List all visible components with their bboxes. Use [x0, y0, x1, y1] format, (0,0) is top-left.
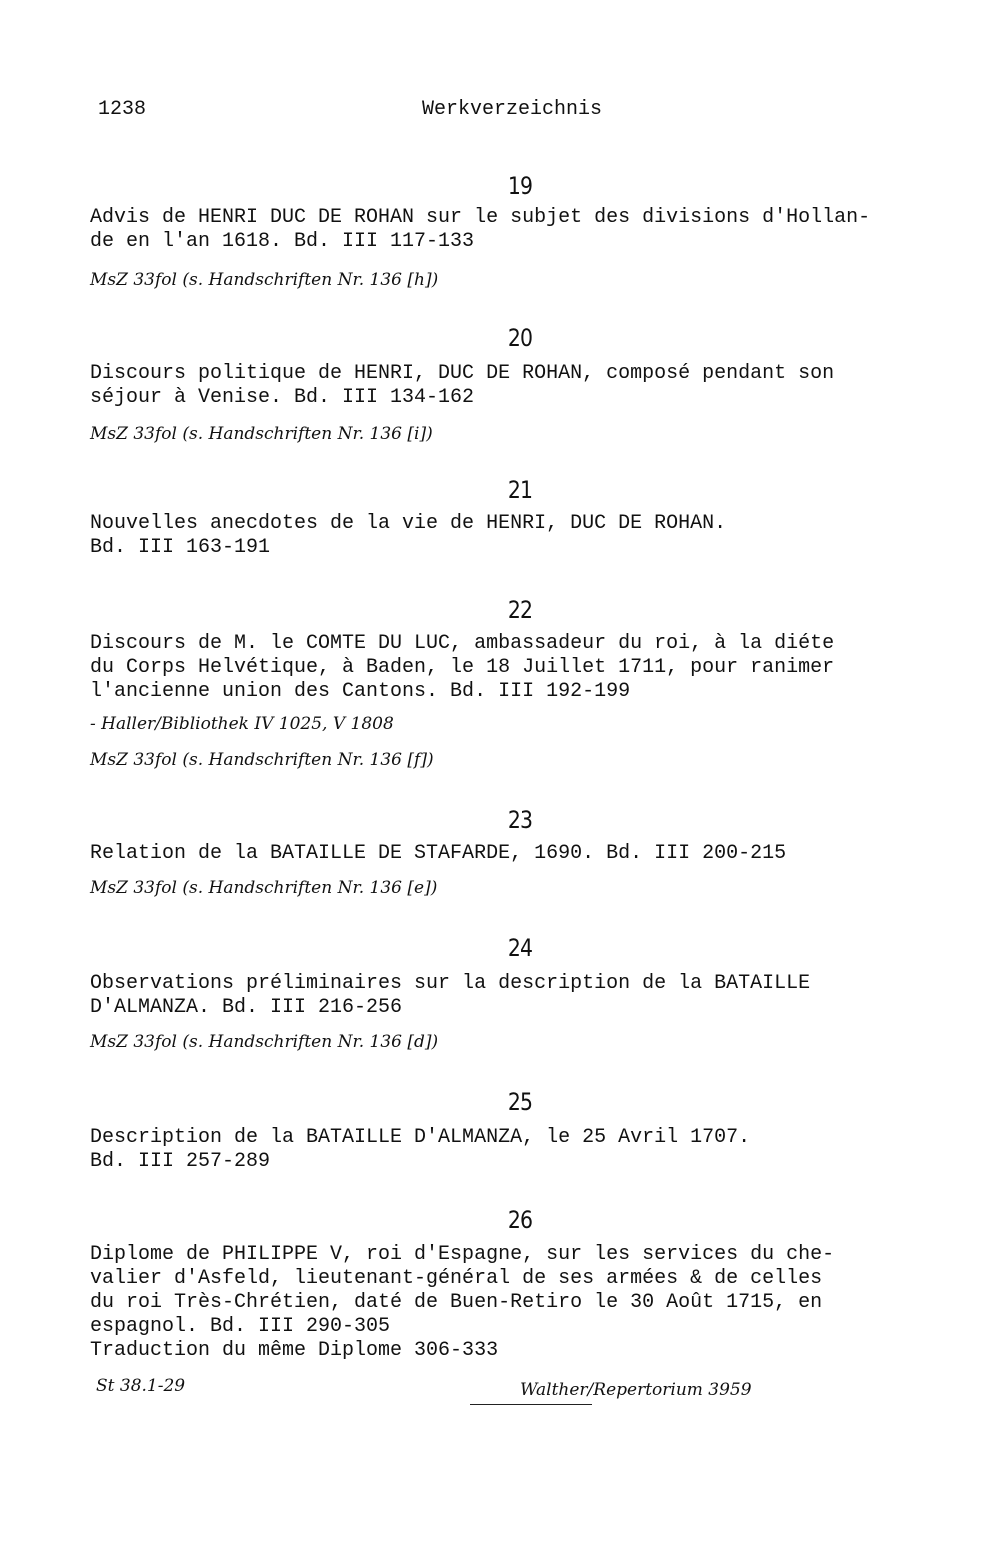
entry-number: 25: [507, 1088, 533, 1116]
entry-number: 24: [507, 934, 533, 962]
entry-text: Discours politique de HENRI, DUC DE ROHAN, composé pendant son séjour à Venise. Bd. III 134-162: [90, 362, 835, 409]
entry-reference: MsZ 33fol (s. Handschriften Nr. 136 [f]): [90, 750, 434, 770]
entry-number: 20: [507, 324, 533, 352]
entry-text: Nouvelles anecdotes de la vie de HENRI, DUC DE ROHAN. Bd. III 163-191: [90, 512, 727, 559]
entry-reference: MsZ 33fol (s. Handschriften Nr. 136 [h]): [90, 270, 439, 290]
entry-text: Advis de HENRI DUC DE ROHAN sur le subjet des divisions d'Hollan- de en l'an 1618. Bd. III 117-133: [90, 206, 871, 253]
entry-number: 22: [507, 596, 533, 624]
page-header: [98, 98, 918, 128]
underline-rule: [470, 1404, 592, 1405]
entry-text: Description de la BATAILLE D'ALMANZA, le 25 Avril 1707. Bd. III 257-289: [90, 1126, 751, 1173]
footer-left-reference: St 38.1-29: [96, 1376, 186, 1396]
running-title: Werkverzeichnis: [422, 98, 603, 121]
entry-text: Diplome de PHILIPPE V, roi d'Espagne, sur les services du che- valier d'Asfeld, lieutenant-général de ses armées & de celles du roi Très-Chrétien, daté de Buen-Retiro le 30 Août 1715, en espagnol. Bd. III 290-305 Traduction du même Diplome 306-333: [90, 1243, 835, 1362]
entry-number: 23: [507, 806, 533, 834]
entry-reference: MsZ 33fol (s. Handschriften Nr. 136 [i]): [90, 424, 433, 444]
entry-text: Observations préliminaires sur la description de la BATAILLE D'ALMANZA. Bd. III 216-256: [90, 972, 811, 1019]
entry-reference: - Haller/Bibliothek IV 1025, V 1808: [90, 714, 394, 734]
entry-text: Discours de M. le COMTE DU LUC, ambassadeur du roi, à la diéte du Corps Helvétique, à Baden, le 18 Juillet 1711, pour ranimer l'ancienne union des Cantons. Bd. III 192-199: [90, 632, 835, 703]
page-number: 1238: [98, 98, 147, 121]
entry-number: 19: [507, 172, 533, 200]
entry-reference: MsZ 33fol (s. Handschriften Nr. 136 [d]): [90, 1032, 439, 1052]
entry-text: Relation de la BATAILLE DE STAFARDE, 1690. Bd. III 200-215: [90, 842, 787, 865]
entry-number: 26: [507, 1206, 533, 1234]
entry-reference: MsZ 33fol (s. Handschriften Nr. 136 [e]): [90, 878, 438, 898]
entry-number: 21: [507, 476, 533, 504]
footer-right-reference: Walther/Repertorium 3959: [520, 1380, 752, 1400]
